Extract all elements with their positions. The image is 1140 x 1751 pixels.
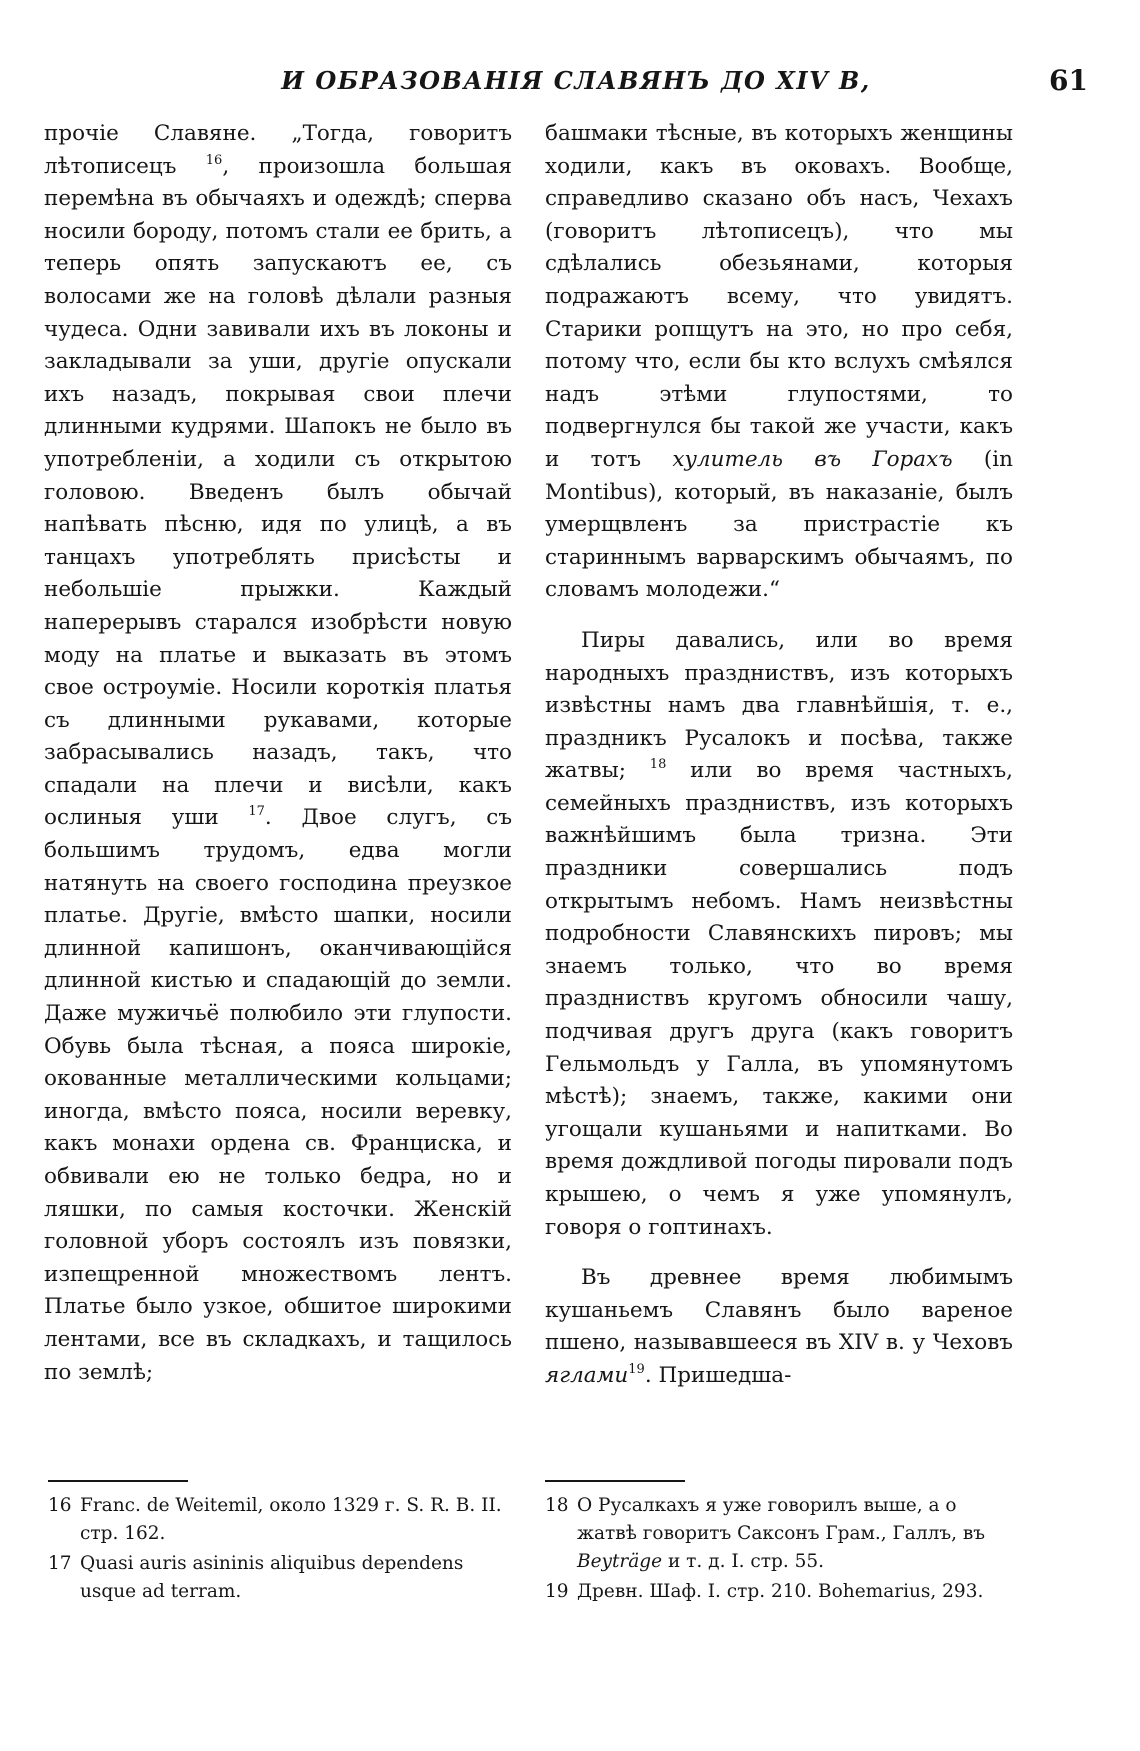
paragraph-text: . Пришедша- bbox=[644, 1362, 792, 1388]
footnote-number: 19 bbox=[545, 1581, 569, 1602]
footnote-text: Древн. Шаф. I. стр. 210. Bohemarius, 293. bbox=[577, 1581, 984, 1602]
paragraph-text: , произошла большая перемѣна въ обычаяхъ и одеждѣ; сперва носили бороду, потомъ стали ее брить, а теперь опять запускаютъ ее, съ волосами же на головѣ дѣлали разныя чудеса. Одни завивали ихъ въ локоны и закладывали за уши, другіе опускали ихъ назадъ, покрывая свои плечи длинными кудрями. Шапокъ не было въ употребленіи, а ходили съ открытою головою. Введенъ былъ обычай напѣвать пѣсню, идя по улицѣ, а въ танцахъ употреблять присѣсты и небольшіе прыжки. Каждый наперерывъ старался изобрѣсти новую моду на платье и выказать въ этомъ свое остроуміе. Носили короткія платья съ длинными рукавами, которые забрасывались назадъ, такъ, что спадали на плечи и висѣли, какъ ослиныя уши bbox=[44, 153, 512, 831]
left-column bbox=[44, 118, 512, 1401]
italic-word: яглами bbox=[545, 1362, 629, 1388]
paragraph-text: Пиры давались, или во время народныхъ праздниствъ, изъ которыхъ извѣстны намъ два главнѣйшія, т. е., праздникъ Русалокъ и посѣва, также жатвы; bbox=[545, 627, 1013, 784]
right-paragraph-2 bbox=[545, 625, 1013, 1244]
paragraph-text: Въ древнее время любимымъ кушаньемъ Славянъ было вареное пшено, называвшееся въ XIV в. у Чеховъ bbox=[545, 1265, 1013, 1356]
right-paragraph-1 bbox=[545, 118, 1013, 607]
footnote-ref-18: 18 bbox=[649, 757, 667, 773]
footnote-divider-left bbox=[48, 1480, 188, 1482]
footnote-text: О Русалкахъ я уже говорилъ выше, а о жатвѣ говоритъ Саксонъ Грам., Галлъ, въ bbox=[577, 1495, 986, 1544]
right-paragraph-3 bbox=[545, 1262, 1013, 1392]
footnote-divider-right bbox=[545, 1480, 685, 1482]
footnote-number: 17 bbox=[48, 1553, 72, 1574]
paragraph-text: башмаки тѣсные, въ которыхъ женщины ходили, какъ въ оковахъ. Вообще, справедливо сказано объ насъ, Чехахъ (говоритъ лѣтописецъ), что мы сдѣлались обезьянами, которыя подражаютъ всему, что увидятъ. Старики ропщутъ на это, но про себя, потому что, если бы кто вслухъ смѣялся надъ этѣми глупостями, то подвергнулся бы такой же участи, какъ и тотъ bbox=[545, 121, 1013, 472]
paragraph-text: или во время частныхъ, семейныхъ праздниствъ, изъ которыхъ важнѣйшимъ была тризна. Эти праздники совершались подъ открытымъ небомъ. Намъ неизвѣстны подробности Славянскихъ пировъ; мы знаемъ только, что во время праздниствъ кругомъ обносили чашу, подчивая другъ друга (какъ говоритъ Гельмольдъ у Галла, въ упомянутомъ мѣстѣ); знаемъ, также, какими они угощали кушаньями и напитками. Во время дождливой погоды пировали подъ крышею, о чемъ я уже упомянулъ, говоря о гоптинахъ. bbox=[545, 758, 1013, 1240]
footnotes-left bbox=[48, 1492, 510, 1608]
footnote-text: Quasi auris asininis aliquibus dependens usque ad terram. bbox=[80, 1553, 464, 1602]
running-title: И ОБРАЗОВАНІЯ СЛАВЯНЪ ДО XIV В, bbox=[281, 66, 871, 95]
footnote-ref-16: 16 bbox=[205, 152, 223, 168]
footnote-16 bbox=[48, 1492, 510, 1548]
footnote-number: 18 bbox=[545, 1495, 569, 1516]
footnote-18 bbox=[545, 1492, 1013, 1576]
paragraph-text: прочіе Славяне. „Тогда, говоритъ лѣтописецъ bbox=[44, 121, 512, 179]
left-paragraph-1 bbox=[44, 118, 512, 1389]
footnote-number: 16 bbox=[48, 1495, 72, 1516]
footnote-text: Franc. de Weitemil, около 1329 г. S. R. B. II. стр. 162. bbox=[80, 1495, 502, 1544]
paragraph-text: (in Montibus), который, въ наказаніе, былъ умерщвленъ за пристрастіе къ стариннымъ варварскимъ обычаямъ, по словамъ молодежи.“ bbox=[545, 446, 1013, 603]
running-header bbox=[58, 58, 1094, 108]
footnote-17 bbox=[48, 1550, 510, 1606]
right-column bbox=[545, 118, 1013, 1405]
paragraph-text: . Двое слугъ, съ большимъ трудомъ, едва могли натянуть на своего господина преузкое платье. Другіе, вмѣсто шапки, носили длинной капишонъ, оканчивающійся длинной кистью и спадающій до земли. Даже мужичьё полюбило эти глупости. Обувь была тѣсная, а пояса широкіе, окованные металлическими кольцами; иногда, вмѣсто пояса, носили веревку, какъ монахи ордена св. Франциска, и обвивали ею не только бедра, но и ляшки, по самыя косточки. Женскій головной уборъ состоялъ изъ повязки, изпещренной множествомъ лентъ. Платье было узкое, обшитое широкими лентами, все въ складкахъ, и тащилось по землѣ; bbox=[44, 805, 512, 1385]
footnotes-right bbox=[545, 1492, 1013, 1608]
footnote-italic: Beyträge bbox=[577, 1551, 663, 1572]
italic-phrase: хулитель въ Горахъ bbox=[672, 446, 953, 472]
footnote-ref-19: 19 bbox=[628, 1361, 645, 1377]
page-number: 61 bbox=[1049, 64, 1088, 97]
footnote-ref-17: 17 bbox=[248, 804, 265, 820]
footnote-19 bbox=[545, 1578, 1013, 1606]
footnote-text: и т. д. I. стр. 55. bbox=[662, 1551, 825, 1572]
